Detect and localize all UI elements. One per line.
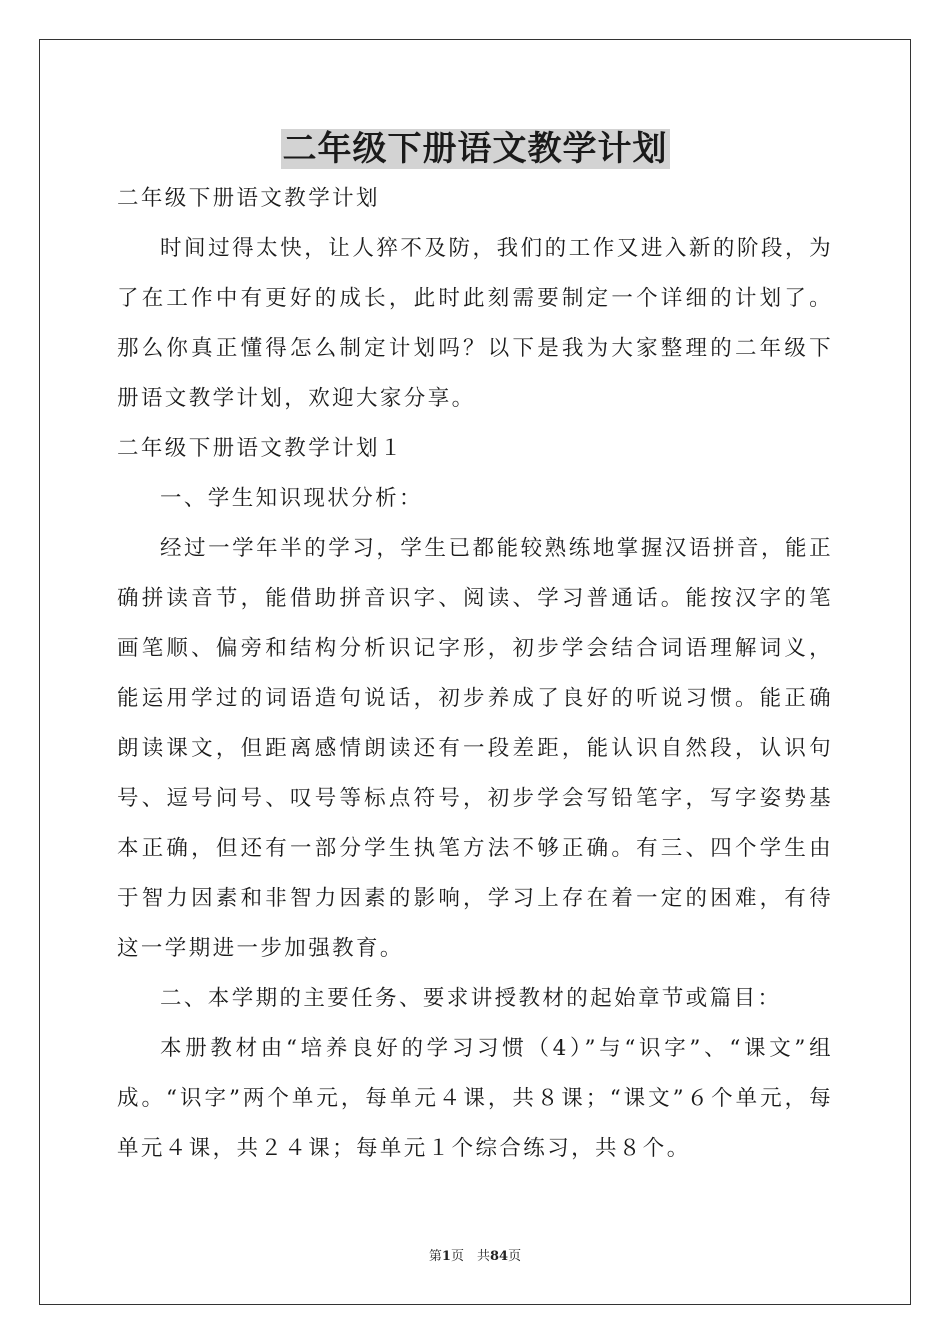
document-title	[0, 124, 950, 174]
document-body	[117, 174, 833, 1174]
subheading-main-tasks: 二、本学期的主要任务、要求讲授教材的起始章节或篇目：	[160, 986, 782, 1011]
textbook-composition-paragraph: 本册教材由“培养良好的学习习惯（4）”与“识字”、“课文”组成。“识字”两个单元，每单元４课，共８课；“课文”６个单元，每单元４课，共２４课；每单元１个综合练习，共８个。	[117, 1036, 833, 1161]
page-footer	[0, 1245, 950, 1264]
footer-suffix: 页	[508, 1249, 522, 1264]
total-page-count: 84	[489, 1249, 509, 1264]
subtitle-line: 二年级下册语文教学计划	[117, 186, 380, 211]
footer-prefix: 第	[428, 1249, 442, 1264]
section-heading: 二年级下册语文教学计划１	[117, 436, 404, 461]
current-page-number: 1	[441, 1249, 451, 1264]
subheading-student-analysis: 一、学生知识现状分析：	[160, 486, 423, 511]
intro-paragraph: 时间过得太快，让人猝不及防，我们的工作又进入新的阶段，为了在工作中有更好的成长，此时此刻需要制定一个详细的计划了。那么你真正懂得怎么制定计划吗？以下是我为大家整理的二年级下册语文教学计划，欢迎大家分享。	[117, 236, 833, 411]
footer-middle: 页 共	[450, 1249, 490, 1264]
student-analysis-paragraph: 经过一学年半的学习，学生已都能较熟练地掌握汉语拼音，能正确拼读音节，能借助拼音识字、阅读、学习普通话。能按汉字的笔画笔顺、偏旁和结构分析识记字形，初步学会结合词语理解词义，能运用学过的词语造句说话，初步养成了良好的听说习惯。能正确朗读课文，但距离感情朗读还有一段差距，能认识自然段，认识句号、逗号问号、叹号等标点符号，初步学会写铅笔字，写字姿势基本正确，但还有一部分学生执笔方法不够正确。有三、四个学生由于智力因素和非智力因素的影响，学习上存在着一定的困难，有待这一学期进一步加强教育。	[117, 536, 833, 961]
document-title-text: 二年级下册语文教学计划	[282, 129, 668, 169]
